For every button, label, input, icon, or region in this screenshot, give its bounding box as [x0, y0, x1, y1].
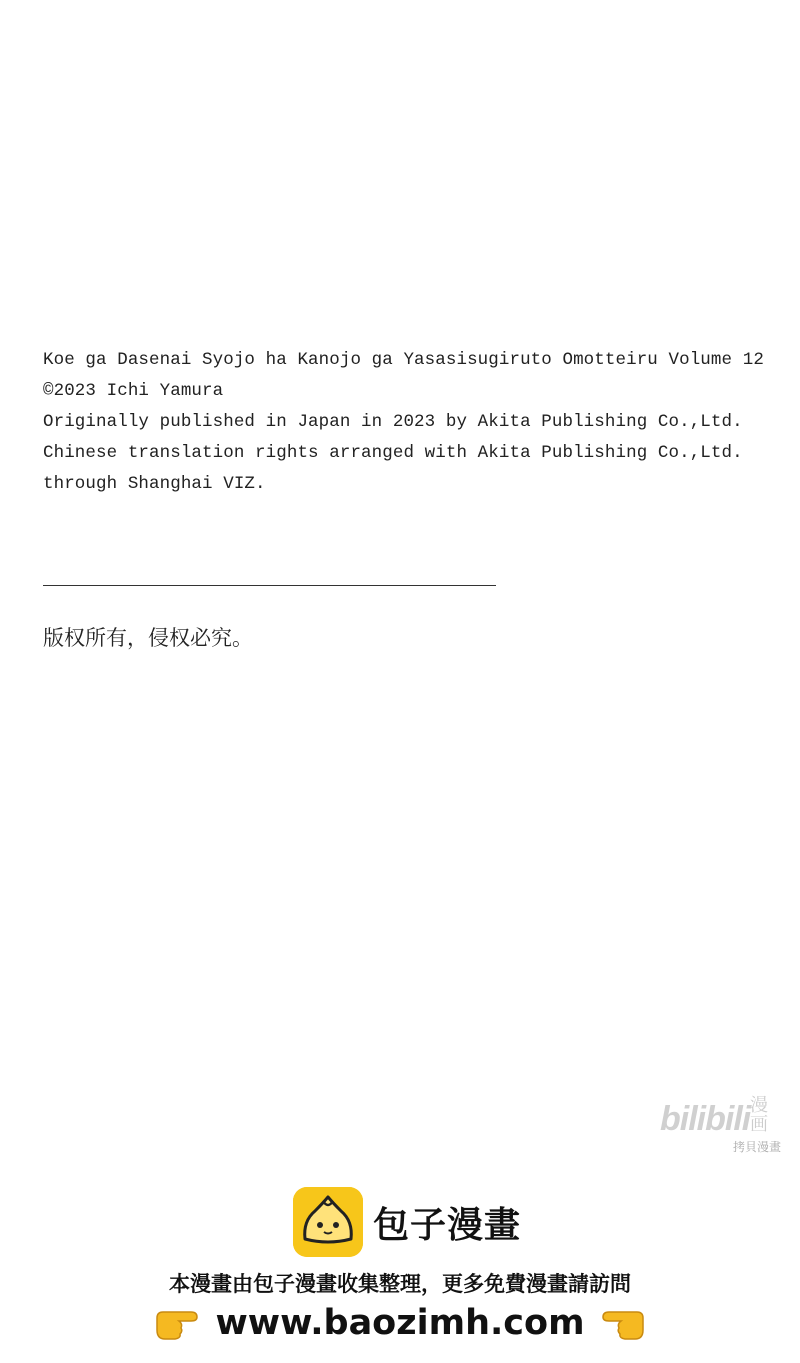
promo-text: 本漫畫由包子漫畫收集整理，更多免費漫畫請訪問: [169, 1272, 631, 1296]
credits-block: [43, 345, 783, 500]
divider: [43, 585, 496, 586]
pointing-left-hand-icon: [601, 1304, 647, 1342]
promo-url-row: [0, 1298, 800, 1348]
credits-line-agency: through Shanghai VIZ.: [43, 474, 266, 494]
credits-line-copyright: ©2023 Ichi Yamura: [43, 381, 224, 401]
brand-name: 包子漫畫: [373, 1204, 522, 1246]
bilibili-logo-icon: bilibili: [660, 1100, 751, 1138]
watermark-sub-text: 拷貝漫畫: [733, 1140, 782, 1154]
credits-line-translation-rights: Chinese translation rights arranged with Akita Publishing Co.,Ltd.: [43, 443, 743, 463]
credits-line-title: Koe ga Dasenai Syojo ha Kanojo ga Yasasisugiruto Omotteiru Volume 12: [43, 350, 764, 370]
rights-notice: 版权所有，侵权必究。: [43, 626, 253, 650]
bun-mascot-icon: [293, 1187, 363, 1257]
watermark: [660, 1096, 790, 1156]
brand-banner: [293, 1187, 521, 1257]
credits-line-original-publisher: Originally published in Japan in 2023 by Akita Publishing Co.,Ltd.: [43, 412, 743, 432]
promo-url-link[interactable]: www.baozimh.com: [215, 1303, 585, 1343]
pointing-right-hand-icon: [153, 1304, 199, 1342]
watermark-side-text: 漫画: [750, 1095, 768, 1135]
